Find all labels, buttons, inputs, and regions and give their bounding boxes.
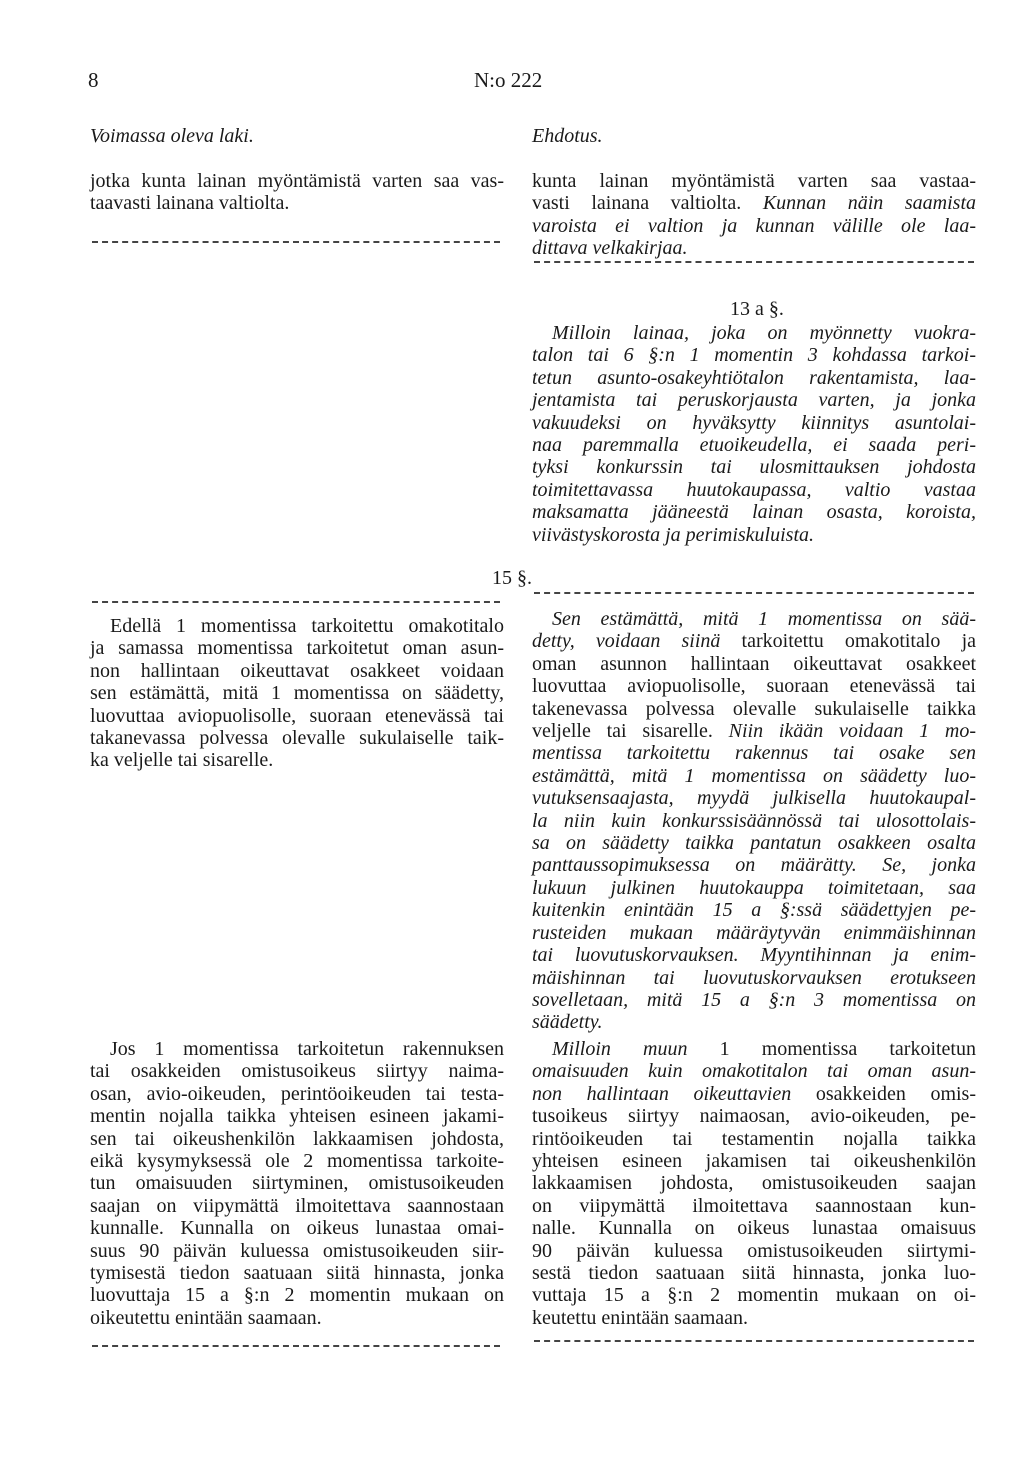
text-line: estämättä, mitä 1 momentissa on säädetty luo- — [532, 764, 976, 787]
text-line: yhteisen esineen jakamisen tai oikeushenkilön — [532, 1150, 976, 1173]
italic-span: Milloin muun — [552, 1038, 688, 1060]
italic-span: detty, voidaan siinä — [532, 630, 721, 653]
italic-span: Niin ikään voidaan 1 mo- — [728, 720, 976, 743]
text-line: eikä kysymyksessä ole 2 momentissa tarkoite- — [90, 1150, 504, 1173]
text-line — [532, 1083, 976, 1105]
text-span: 1 momentissa tarkoitetun — [687, 1038, 976, 1060]
text-line: 90 päivän kuluessa omistusoikeuden siirtymi- — [532, 1239, 976, 1262]
text-line: vakuudeksi on hyväksytty kiinnitys asuntolai- — [532, 411, 976, 434]
text-line: oman asunnon hallintaan oikeuttavat osakkeet — [532, 652, 976, 675]
text-line: mentissa tarkoitettu rakennus tai osake sen — [532, 742, 976, 765]
text-line: sestä tiedon saatuaan siitä hinnasta, jonka luo- — [532, 1262, 976, 1285]
text-line: on viipymättä ilmoitettava saannostaan kun- — [532, 1194, 976, 1217]
text-line: rusteiden mukaan määräytyvän enimmäishinnan — [532, 921, 976, 944]
text-line: Milloin lainaa, joka on myönnetty vuokra- — [552, 322, 976, 344]
text-line: mäishinnan tai luovutuskorvauksen erotukseen — [532, 966, 976, 989]
text-line: rintöoikeuden tai testamentin nojalla taikka — [532, 1127, 976, 1150]
text-line: säädetty. — [532, 1011, 603, 1034]
text-line: la niin kuin konkurssisäännössä tai ulosottolais- — [532, 809, 976, 832]
left-paragraph-3 — [90, 1038, 504, 1329]
text-line: omaisuuden kuin omakotitalon tai oman asun- — [532, 1060, 976, 1083]
section-divider — [534, 592, 974, 594]
text-line: vuttaja 15 a §:n 2 momentin mukaan on oi- — [532, 1284, 976, 1307]
text-line: maksamatta jääneestä lainan osasta, koroista, — [532, 501, 976, 524]
text-line — [532, 1038, 976, 1060]
text-line: jentamista tai peruskorjausta varten, ja jonka — [532, 389, 976, 412]
right-paragraph-1 — [532, 170, 976, 260]
text-line: sen tai oikeushenkilön lakkaamisen johdosta, — [90, 1127, 504, 1150]
text-line: viivästyskorosta ja perimiskuluista. — [532, 523, 815, 546]
section-divider — [92, 241, 500, 243]
text-line: keutettu enintään saamaan. — [532, 1306, 749, 1329]
text-line: luovuttaja 15 a §:n 2 momentin mukaan on — [90, 1284, 504, 1307]
text-line: saajan on viipymättä ilmoitettava saannostaan — [90, 1194, 504, 1217]
text-line: toimitettavassa huutokaupassa, valtio vastaa — [532, 478, 976, 501]
text-line: ja samassa momentissa tarkoitetut oman asun- — [90, 637, 504, 660]
section-divider — [534, 261, 974, 263]
text-line: sen estämättä, mitä 1 momentissa on säädetty, — [90, 682, 504, 705]
text-line: mentin nojalla taikka yhteisen esineen jakami- — [90, 1105, 504, 1128]
text-span: veljelle tai sisarelle. — [532, 720, 729, 743]
text-line: kuitenkin enintään 15 a §:ssä säädettyjen pe- — [532, 899, 976, 922]
text-span: tarkoitettu omakotitalo ja — [720, 630, 976, 653]
text-line: osan, avio-oikeuden, perintöoikeuden tai testa- — [90, 1082, 504, 1105]
proposal-heading: Ehdotus. — [532, 125, 603, 147]
section-divider — [92, 1345, 500, 1347]
section-13a-text — [532, 322, 976, 546]
current-law-heading: Voimassa oleva laki. — [90, 125, 254, 147]
text-line: tusoikeus siirtyy naimaosan, avio-oikeuden, pe- — [532, 1105, 976, 1128]
text-line: tyksi konkurssin tai ulosmittauksen johdosta — [532, 456, 976, 479]
text-line: talon tai 6 §:n 1 momentin 3 kohdassa tarkoi- — [532, 344, 976, 367]
italic-span: Kunnan näin saamista — [762, 192, 976, 215]
document-number: N:o 222 — [474, 68, 543, 92]
page-number: 8 — [88, 68, 99, 92]
text-line: jotka kunta lainan myöntämistä varten saa vas- — [90, 170, 504, 192]
text-line: takenevassa polvessa olevalle sukulaiselle taikka — [532, 697, 976, 720]
text-line: tetun asunto-osakeyhtiötalon rakentamista, laa- — [532, 366, 976, 389]
text-line: Jos 1 momentissa tarkoitetun rakennuksen — [110, 1038, 504, 1060]
text-line: vutuksensaajasta, myydä julkisella huutokaupal- — [532, 787, 976, 810]
text-line: suus 90 päivän kuluessa omistusoikeuden siir- — [90, 1239, 504, 1262]
text-line: Sen estämättä, mitä 1 momentissa on sää- — [552, 608, 976, 630]
text-line: sovelletaan, mitä 15 a §:n 3 momentissa on — [532, 988, 976, 1011]
text-line: lakkaamisen johdosta, omistusoikeuden saajan — [532, 1172, 976, 1195]
text-line: Edellä 1 momentissa tarkoitettu omakotitalo — [110, 615, 504, 637]
section-divider — [92, 601, 500, 603]
text-line: taavasti lainana valtiolta. — [90, 192, 290, 215]
section-15-paragraph-1 — [532, 608, 976, 1034]
section-divider — [534, 1340, 974, 1342]
text-line — [532, 630, 976, 652]
text-line: tymisestä tiedon saatuaan siitä hinnasta, jonka — [90, 1262, 504, 1285]
section-heading-15: 15 §. — [492, 567, 532, 589]
section-heading-13a: 13 a §. — [730, 298, 784, 320]
text-line: ka veljelle tai sisarelle. — [90, 749, 274, 772]
text-line: non hallintaan oikeuttavat osakkeet voidaan — [90, 659, 504, 682]
text-line: sa on säädetty taikka pantatun osakkeen osalta — [532, 832, 976, 855]
left-paragraph-1 — [90, 170, 504, 215]
text-line: dittava velkakirjaa. — [532, 237, 688, 260]
text-line: lukuun julkinen huutokauppa toimitetaan, saa — [532, 876, 976, 899]
text-line: tun omaisuuden siirtyminen, omistusoikeuden — [90, 1172, 504, 1195]
text-line: luovuttaa aviopuolisolle, suoraan etenevässä tai — [90, 704, 504, 727]
text-span: vasti lainana valtiolta. — [532, 192, 763, 215]
text-line: naa paremmalla etuoikeudella, ei saada peri- — [532, 434, 976, 457]
text-line — [532, 720, 976, 742]
text-line: kunta lainan myöntämistä varten saa vastaa- — [532, 170, 976, 192]
text-line: panttaussopimuksessa on määrätty. Se, jonka — [532, 854, 976, 877]
text-line: luovuttaa aviopuolisolle, suoraan etenevässä tai — [532, 675, 976, 698]
section-15-paragraph-2 — [532, 1038, 976, 1329]
text-line: tai osakkeiden omistusoikeus siirtyy naima- — [90, 1060, 504, 1083]
left-paragraph-2 — [90, 615, 504, 772]
text-line: varoista ei valtion ja kunnan välille ole laa- — [532, 214, 976, 237]
text-line: tai luovutuskorvauksen. Myyntihinnan ja enim- — [532, 944, 976, 967]
text-line: nalle. Kunnalla on oikeus lunastaa omaisuus — [532, 1217, 976, 1240]
text-line: takanevassa polvessa olevalle sukulaiselle taik- — [90, 727, 504, 750]
text-line — [532, 192, 976, 214]
text-line: oikeutettu enintään saamaan. — [90, 1306, 322, 1329]
text-line: kunnalle. Kunnalla on oikeus lunastaa omai- — [90, 1217, 504, 1240]
italic-span: non hallintaan oikeuttavien — [532, 1082, 792, 1105]
text-span: osakkeiden omis- — [791, 1082, 976, 1105]
